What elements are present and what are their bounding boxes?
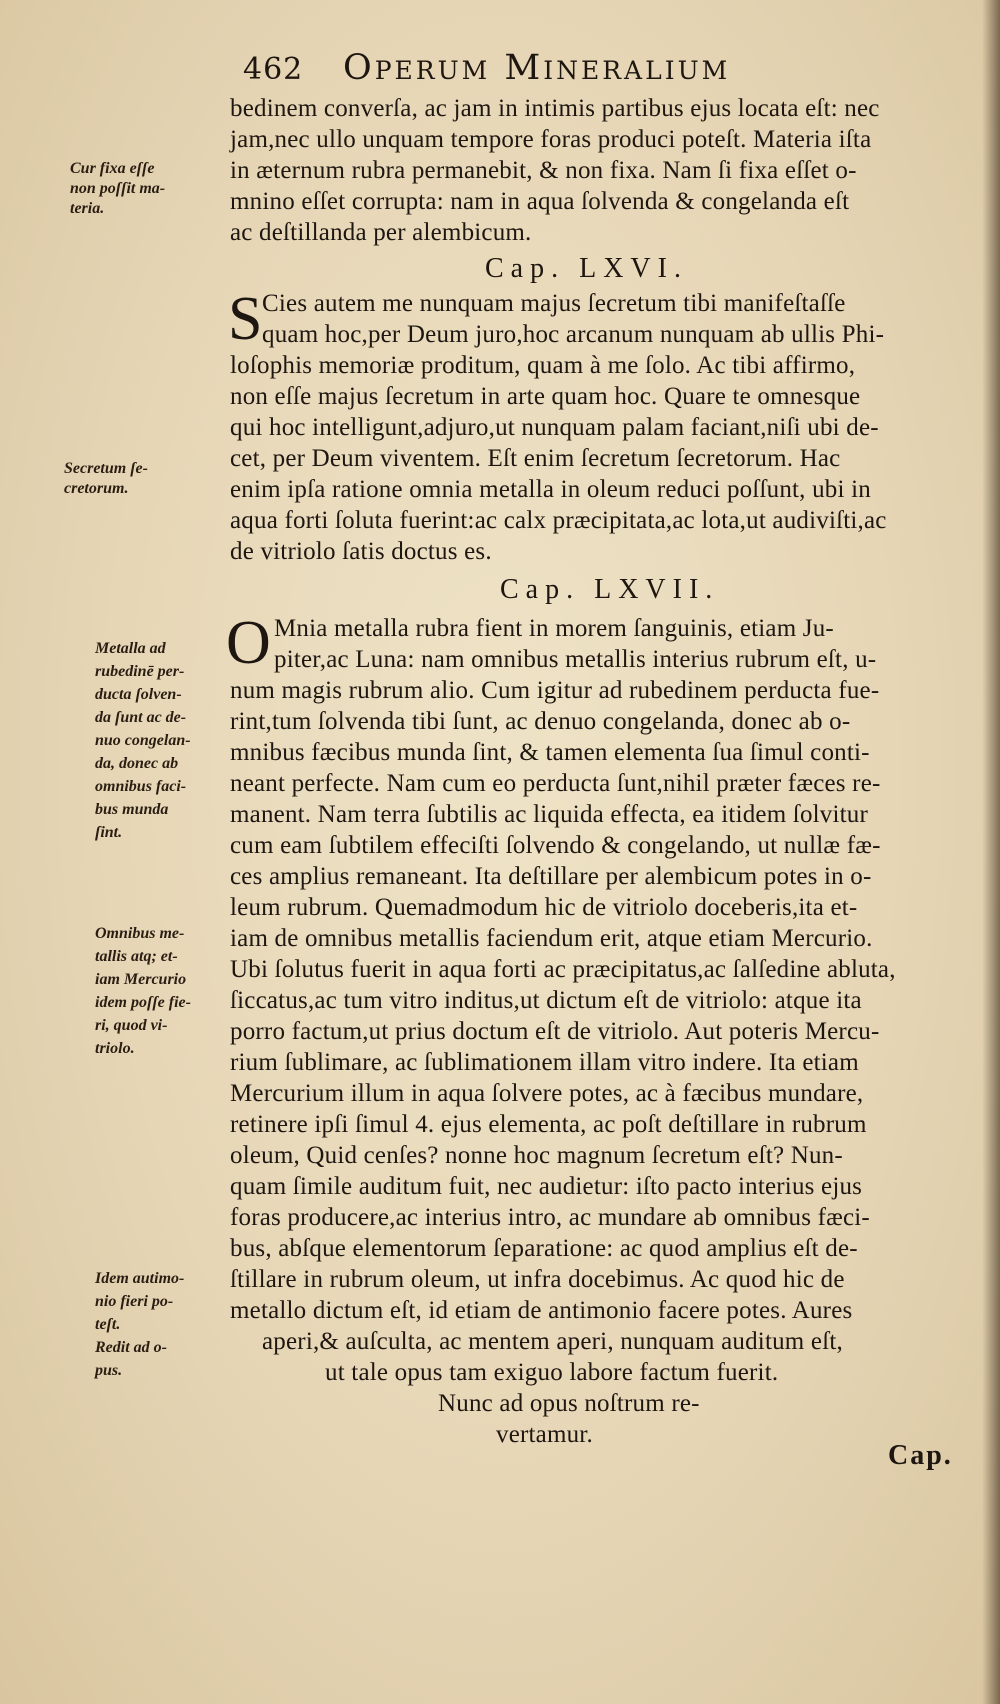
text-line: ſtillare in rubrum oleum, ut infra docebimus. Ac quod hic de — [230, 1266, 845, 1293]
text-line: ſiccatus,ac tum vitro inditus,ut dictum eſt de vitriolo: atque ita — [230, 987, 862, 1014]
margin-note: iam Mercurio — [95, 971, 187, 988]
margin-note: da ſunt ac de- — [95, 709, 187, 726]
chapter-heading: Cap. LXVI. — [485, 253, 688, 284]
text-line: ut tale opus tam exiguo labore factum fuerit. — [325, 1359, 779, 1386]
drop-cap: S — [228, 285, 263, 353]
text-line: loſophis memoriæ proditum, quam à me ſolo. Ac tibi affirmo, — [230, 352, 856, 379]
text-line: bus, abſque elementorum ſeparatione: ac quod amplius eſt de- — [230, 1235, 858, 1262]
text-line: manent. Nam terra ſubtilis ac liquida effecta, ea itidem ſolvitur — [230, 801, 869, 828]
text-line: in æternum rubra permanebit, & non fixa. Nam ſi fixa eſſet o- — [230, 157, 857, 184]
text-line: bedinem converſa, ac jam in intimis partibus ejus locata eſt: nec — [230, 95, 880, 122]
margin-note: teſt. — [95, 1316, 121, 1333]
text-line: de vitriolo ſatis doctus es. — [230, 538, 492, 565]
text-line: non eſſe majus ſecretum in arte quam hoc. Quare te omnesque — [230, 383, 861, 410]
margin-note: ri, quod vi- — [95, 1017, 168, 1034]
text-line: retinere ipſi ſimul 4. ejus elementa, ac poſt deſtillare in rubrum — [230, 1111, 867, 1138]
text-line: cet, per Deum viventem. Eſt enim ſecretum ſecretorum. Hac — [230, 445, 841, 472]
text-line: jam,nec ullo unquam tempore foras produci poteſt. Materia iſta — [230, 126, 872, 153]
margin-note: ducta ſolven- — [95, 686, 182, 703]
margin-note: teria. — [70, 200, 105, 217]
running-title: Operum Mineralium — [343, 48, 731, 88]
margin-note: pus. — [95, 1362, 123, 1379]
text-line: Cies autem me nunquam majus ſecretum tibi manifeſtaſſe — [262, 290, 846, 317]
text-line: vertamur. — [496, 1421, 593, 1448]
margin-note: idem poſſe fie- — [95, 994, 191, 1011]
margin-note: triolo. — [95, 1040, 135, 1057]
text-line: mnibus fæcibus munda ſint, & tamen elementa ſua ſimul conti- — [230, 739, 870, 766]
margin-note: Redit ad o- — [95, 1339, 167, 1356]
text-line: aperi,& auſculta, ac mentem aperi, nunquam auditum eſt, — [262, 1328, 843, 1355]
text-line: Ubi ſolutus fuerit in aqua forti ac præcipitatus,ac ſalſedine abluta, — [230, 956, 896, 983]
text-line: Nunc ad opus noſtrum re- — [438, 1390, 700, 1417]
page-number: 462 — [243, 52, 304, 87]
text-line: num magis rubrum alio. Cum igitur ad rubedinem perducta fue- — [230, 677, 880, 704]
chapter-heading: Cap. LXVII. — [500, 574, 720, 605]
text-line: quam ſimile auditum fuit, nec audietur: iſto pacto interius ejus — [230, 1173, 863, 1200]
text-line: iam de omnibus metallis faciendum erit, atque etiam Mercurio. — [230, 925, 873, 952]
text-line: porro factum,ut prius doctum eſt de vitriolo. Aut poteris Mercu- — [230, 1018, 880, 1045]
text-line: rint,tum ſolvenda tibi ſunt, ac denuo congelanda, donec ab o- — [230, 708, 851, 735]
text-line: rium ſublimare, ac ſublimationem illam vitro indere. Ita etiam — [230, 1049, 859, 1076]
margin-note: bus munda — [95, 801, 169, 818]
margin-note: da, donec ab — [95, 755, 179, 772]
page-edge-shadow — [982, 0, 1000, 1704]
margin-note: Metalla ad — [95, 640, 166, 657]
margin-note: cretorum. — [64, 480, 129, 497]
margin-note: Cur fixa eſſe — [70, 160, 155, 177]
text-line: ac deſtillanda per alembicum. — [230, 219, 532, 246]
margin-note: nio fieri po- — [95, 1293, 174, 1310]
text-line: piter,ac Luna: nam omnibus metallis interius rubrum eſt, u- — [274, 646, 877, 673]
margin-note: tallis atq; et- — [95, 948, 178, 965]
text-line: oleum, Quid cenſes? nonne hoc magnum ſecretum eſt? Nun- — [230, 1142, 843, 1169]
drop-cap: O — [226, 609, 271, 677]
text-line: Mercurium illum in aqua ſolvere potes, ac à fæcibus mundare, — [230, 1080, 864, 1107]
text-line: neant perfecte. Nam cum eo perducta ſunt,nihil præter fæces re- — [230, 770, 881, 797]
text-line: mnino eſſet corrupta: nam in aqua ſolvenda & congelanda eſt — [230, 188, 850, 215]
text-line: qui hoc intelligunt,adjuro,ut nunquam palam faciant,niſi ubi de- — [230, 414, 879, 441]
margin-note: rubedinē per- — [95, 663, 185, 680]
margin-note: omnibus faci- — [95, 778, 187, 795]
text-line: leum rubrum. Quemadmodum hic de vitriolo doceberis,ita et- — [230, 894, 858, 921]
text-line: aqua forti ſoluta fuerint:ac calx præcipitata,ac lota,ut audiviſti,ac — [230, 507, 887, 534]
text-line: cum eam ſubtilem effeciſti ſolvendo & congelando, ut nullæ fæ- — [230, 832, 881, 859]
text-line: ces amplius remaneant. Ita deſtillare per alembicum potes in o- — [230, 863, 872, 890]
margin-note: Omnibus me- — [95, 925, 185, 942]
margin-note: non poſſit ma- — [70, 180, 166, 197]
text-line: Mnia metalla rubra fient in morem ſanguinis, etiam Ju- — [274, 615, 834, 642]
margin-note: ſint. — [95, 824, 123, 841]
text-line: metallo dictum eſt, id etiam de antimonio facere potes. Aures — [230, 1297, 853, 1324]
text-line: foras producere,ac interius intro, ac mundare ab omnibus fæci- — [230, 1204, 870, 1231]
text-line: quam hoc,per Deum juro,hoc arcanum nunquam ab ullis Phi- — [262, 321, 885, 348]
catchword: Cap. — [888, 1440, 953, 1471]
margin-note: Idem autimo- — [95, 1270, 185, 1287]
margin-note: Secretum ſe- — [64, 460, 148, 477]
page-header — [243, 48, 823, 98]
margin-note: nuo congelan- — [95, 732, 191, 749]
text-line: enim ipſa ratione omnia metalla in oleum reduci poſſunt, ubi in — [230, 476, 871, 503]
